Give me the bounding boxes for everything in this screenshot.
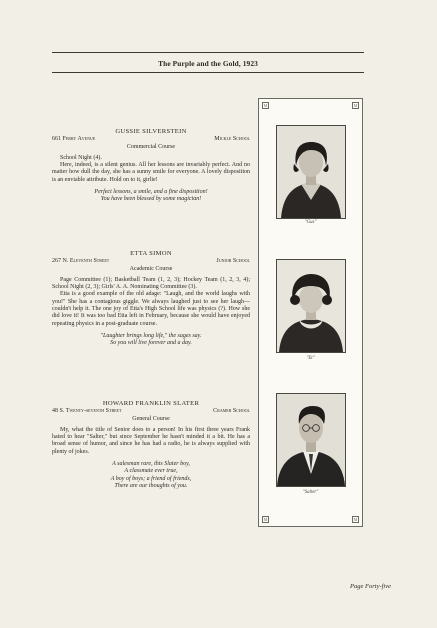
corner-ornament-icon: M bbox=[353, 517, 358, 522]
school: Cramer School bbox=[213, 408, 250, 415]
description: My, what the title of Senior does to a person! In his first three years Frank hated to hear "Salter," but since September he hasn't minded it a bit. He has a broad sense of humor, and since he has had a radio, he is always supplied with plenty of jokes. bbox=[52, 426, 250, 455]
verse: A salesman rare, this Slater boy, A classmate ever true, A boy of boys; a friend of friends, There are our thoughts of you. bbox=[110, 461, 192, 489]
student-name: HOWARD FRANKLIN SLATER bbox=[102, 400, 200, 407]
header-bottom-rule bbox=[52, 72, 364, 73]
corner-ornament-icon: M bbox=[263, 103, 268, 108]
photo-caption: "Salter" bbox=[302, 490, 319, 495]
portrait-boy-icon bbox=[277, 394, 345, 486]
photo-caption: "Gus" bbox=[304, 220, 317, 225]
entry-gussie-silverstein bbox=[52, 128, 250, 204]
course: General Course bbox=[132, 415, 170, 422]
photo-caption: "Et" bbox=[306, 356, 315, 361]
activities: School Night (4). bbox=[60, 154, 102, 161]
header-title: The Purple and the Gold, 1923 bbox=[158, 59, 258, 68]
address-line bbox=[52, 136, 250, 143]
verse: "Laughter brings long life," the sages say. So you will live forever and a day. bbox=[100, 332, 202, 347]
course: Commercial Course bbox=[126, 143, 176, 150]
address: 661 Ferry Avenue bbox=[52, 136, 96, 143]
verse: Perfect lessons, a smile, and a fine disposition! You have been blessed by some magician! bbox=[94, 189, 208, 203]
activities: Page Committee (1); Basketball Team (1, 2, 3); Hockey Team (1, 2, 3, 4); School Night (2, 3); Girls' A. A. Nominating Committee (3). bbox=[52, 276, 250, 291]
portrait-girl-icon bbox=[277, 126, 345, 218]
corner-ornament-icon: M bbox=[263, 517, 268, 522]
entry-howard-franklin-slater bbox=[52, 400, 250, 490]
corner-ornament-icon: M bbox=[353, 103, 358, 108]
description: Etta is a good example of the old adage: "Laugh, and the world laughs with you!" She has a contagious giggle. We always laughed just to see her laugh—couldn't help it. The one joy of Etta's High School life was physics (?). How she did love it! It was too bad Etta left in February, because she would have enjoyed repeating physics in a post-graduate course. bbox=[52, 291, 250, 327]
address: 267 N. Eleventh Street bbox=[52, 258, 110, 265]
address-line bbox=[52, 408, 250, 415]
portrait-girl-icon bbox=[277, 260, 345, 352]
portrait-photo bbox=[276, 393, 346, 487]
portrait-photo bbox=[276, 259, 346, 353]
address-line bbox=[52, 258, 250, 265]
address: 48 S. Twenty-seventh Street bbox=[52, 408, 122, 415]
portrait-photo bbox=[276, 125, 346, 219]
header-top-rule bbox=[52, 52, 364, 53]
description: Here, indeed, is a silent genius. All her lessons are invariably perfect. And no matter how dull the day, she has a sunny smile for everyone. A lovely disposition is an enviable attribute. Hold on to it, girlie! bbox=[52, 162, 250, 183]
entry-etta-simon bbox=[52, 250, 250, 348]
school: Mickle School bbox=[214, 136, 250, 143]
course: Academic Course bbox=[129, 265, 173, 272]
student-name: GUSSIE SILVERSTEIN bbox=[115, 128, 187, 135]
page-number: Page Forty-five bbox=[350, 583, 391, 590]
school: Junior School bbox=[216, 258, 250, 265]
student-name: ETTA SIMON bbox=[130, 250, 172, 257]
photo-panel bbox=[258, 98, 363, 527]
